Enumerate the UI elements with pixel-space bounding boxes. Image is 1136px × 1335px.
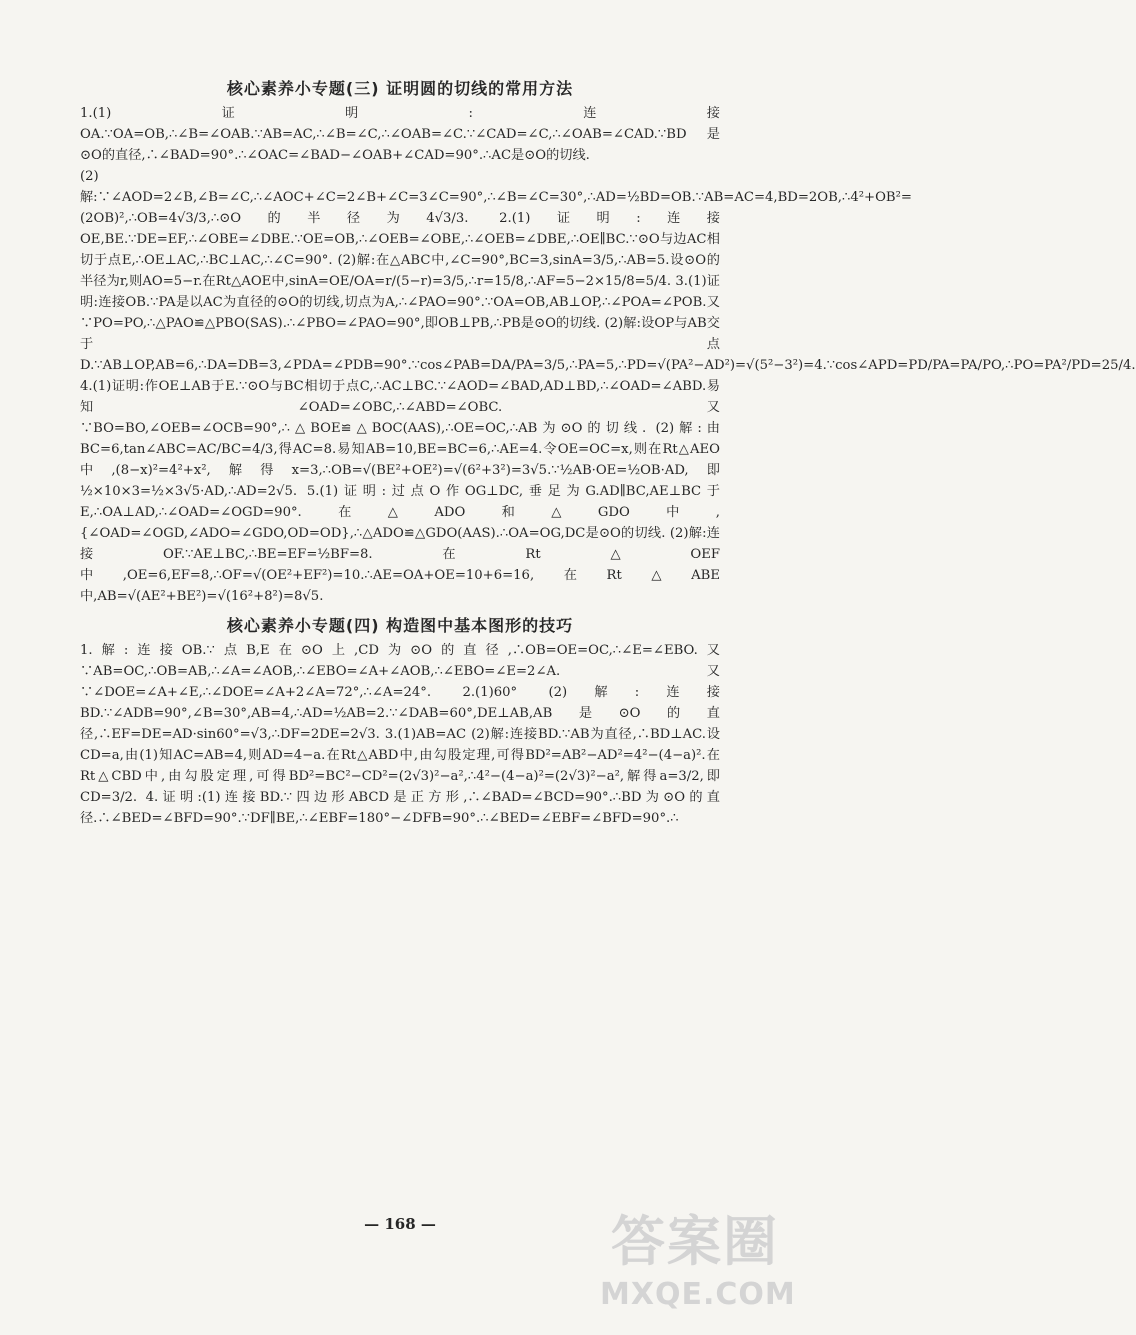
- page-number: — 168 —: [364, 1215, 436, 1233]
- watermark-url: MXQE.COM: [600, 1277, 796, 1312]
- watermark-mark: 答案圈: [611, 1210, 779, 1273]
- answer-paragraph-1: 1.解:连接OB.∵点B,E在⊙O上,CD为⊙O的直径,∴OB=OE=OC,∴∠E=∠EBO.又∵AB=OC,∴OB=AB,∴∠A=∠AOB,∴∠EBO=∠A+∠AOB,∴∠EBO=∠E=2∠A.又∵∠DOE=∠A+∠E,∴∠DOE=∠A+2∠A=72°,∴∠A=24°. 2.(1)60° (2)解:连接BD.∵∠ADB=90°,∠B=30°,AB=4,∴AD=½AB=2.∵∠DAB=60°,DE⊥AB,AB是⊙O的直径,∴EF=DE=AD·sin60°=√3,∴DF=2DE=2√3. 3.(1)AB=AC (2)解:连接BD.∵AB为直径,∴BD⊥AC.设CD=a,由(1)知AC=AB=4,则AD=4−a.在Rt△ABD中,由勾股定理,可得BD²=AB²−AD²=4²−(4−a)².在Rt△CBD中,由勾股定理,可得BD²=BC²−CD²=(2√3)²−a²,∴4²−(4−a)²=(2√3)²−a²,解得a=3/2,即CD=3/2. 4.证明:(1)连接BD.∵四边形ABCD是正方形,∴∠BAD=∠BCD=90°.∴BD为⊙O的直径.∴∠BED=∠BFD=90°.∵DF∥BE,∴∠EBF=180°−∠DFB=90°.∴∠BED=∠EBF=∠BFD=90°.∴: [80, 643, 720, 826]
- section-3: [80, 76, 1136, 607]
- answer-paragraph-1: 1.(1)证明:连接OA.∵OA=OB,∴∠B=∠OAB.∵AB=AC,∴∠B=∠C,∴∠OAB=∠C.∵∠CAD=∠C,∴∠OAB=∠CAD.∵BD是⊙O的直径,∴∠BAD=90°.∴∠OAC=∠BAD−∠OAB+∠CAD=90°.∴AC是⊙O的切线.: [80, 106, 720, 163]
- answer-page: [80, 70, 1136, 829]
- watermark-logo: [600, 1207, 796, 1327]
- section-heading: 核心素养小专题(三) 证明圆的切线的常用方法: [226, 79, 574, 98]
- section-4: [80, 613, 720, 829]
- section-heading: 核心素养小专题(四) 构造图中基本图形的技巧: [226, 616, 574, 635]
- answer-paragraph-2: (2)解:∵∠AOD=2∠B,∠B=∠C,∴∠AOC+∠C=2∠B+∠C=3∠C=90°,∴∠B=∠C=30°,∴AD=½BD=OB.∵AB=AC=4,BD=2OB,∴4²+OB²=(2OB)²,∴OB=4√3/3,∴⊙O的半径为4√3/3. 2.(1)证明:连接OE,BE.∵DE=EF,∴∠OBE=∠DBE.∵OE=OB,∴∠OEB=∠OBE,∴∠OEB=∠DBE,∴OE∥BC.∵⊙O与边AC相切于点E,∴OE⊥AC,∴BC⊥AC,∴∠C=90°. (2)解:在△ABC中,∠C=90°,BC=3,sinA=3/5,∴AB=5.设⊙O的半径为r,则AO=5−r.在Rt△AOE中,sinA=OE/OA=r/(5−r)=3/5,∴r=15/8,∴AF=5−2×15/8=5/4. 3.(1)证明:连接OB.∵PA是以AC为直径的⊙O的切线,切点为A,∴∠PAO=90°.∵OA=OB,AB⊥OP,∴∠POA=∠POB.又∵PO=PO,∴△PAO≌△PBO(SAS).∴∠PBO=∠PAO=90°,即OB⊥PB,∴PB是⊙O的切线. (2)解:设OP与AB交于点D.∵AB⊥OP,AB=6,∴DA=DB=3,∠PDA=∠PDB=90°.∵cos∠PAB=DA/PA=3/5,∴PA=5,∴PD=√(PA²−AD²)=√(5²−3²)=4.∵cos∠APD=PD/PA=PA/PO,∴PO=PA²/PD=25/4. 4.(1)证明:作OE⊥AB于E.∵⊙O与BC相切于点C,∴AC⊥BC.∵∠AOD=∠BAD,AD⊥BD,∴∠OAD=∠ABD.易知∠OAD=∠OBC,∴∠ABD=∠OBC.又∵BO=BO,∠OEB=∠OCB=90°,∴△BOE≌△BOC(AAS),∴OE=OC,∴AB为⊙O的切线. (2)解:由BC=6,tan∠ABC=AC/BC=4/3,得AC=8.易知AB=10,BE=BC=6,∴AE=4.令OE=OC=x,则在Rt△AEO中,(8−x)²=4²+x²,解得x=3,∴OB=√(BE²+OE²)=√(6²+3²)=3√5.∵½AB·OE=½OB·AD,即½×10×3=½×3√5·AD,∴AD=2√5. 5.(1)证明:过点O作OG⊥DC,垂足为G.AD∥BC,AE⊥BC于E,∴OA⊥AD,∴∠OAD=∠OGD=90°.在△ADO和△GDO中,{∠OAD=∠OGD,∠ADO=∠GDO,OD=OD},∴△ADO≌△GDO(AAS).∴OA=OG,DC是⊙O的切线. (2)解:连接OF.∵AE⊥BC,∴BE=EF=½BF=8.在Rt△OEF中,OE=6,EF=8,∴OF=√(OE²+EF²)=10.∴AE=OA+OE=10+6=16,在Rt△ABE中,AB=√(AE²+BE²)=√(16²+8²)=8√5.: [80, 169, 1136, 604]
